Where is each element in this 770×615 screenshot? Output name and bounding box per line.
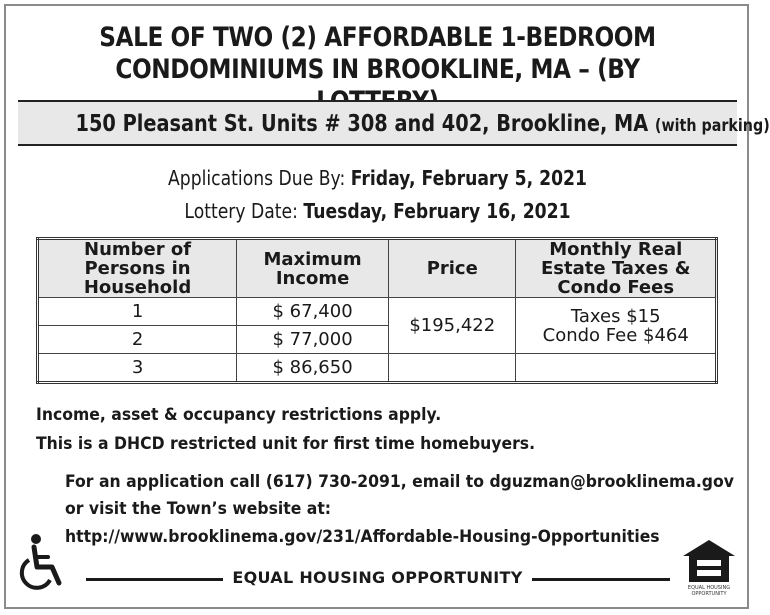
address-band	[18, 100, 770, 146]
address-text	[75, 111, 770, 139]
footer-rule-left	[86, 578, 223, 581]
title-line-2: CONDOMINIUMS IN BROOKLINE, MA – (BY	[115, 54, 640, 85]
income-cell: $ 77,000	[237, 326, 389, 354]
contact-line	[65, 472, 734, 492]
address-note: (with parking)	[654, 116, 770, 136]
header-persons: Number of Persons in Household	[38, 239, 237, 298]
dhcd-note: This is a DHCD restricted unit for first time homebuyers.	[36, 434, 536, 454]
lottery-date-value: Tuesday, February 16, 2021	[303, 199, 571, 223]
fees-cell	[516, 298, 717, 354]
taxes-value: Taxes $15	[570, 305, 661, 327]
equal-housing-logo-caption	[676, 585, 742, 597]
applications-date: Friday, February 5, 2021	[350, 166, 587, 190]
condo-fee-value: Condo Fee $464	[542, 324, 689, 346]
footer-rule-right	[532, 578, 670, 581]
equal-housing-logo-icon	[681, 538, 737, 584]
logo-caption-line-2: OPPORTUNITY	[691, 591, 727, 597]
header-price: Price	[389, 239, 516, 298]
wheelchair-icon	[16, 533, 72, 591]
applications-due	[53, 166, 702, 190]
unit-table	[36, 237, 718, 384]
contact-text[interactable]: For an application call (617) 730-2091, email to dguzman@brooklinema.gov	[65, 472, 734, 492]
header-income: Maximum Income	[237, 239, 389, 298]
lottery-date	[53, 199, 702, 223]
table-header-row	[38, 239, 717, 298]
address-main: 150 Pleasant St. Units # 308 and 402, Brookline, MA	[75, 111, 649, 137]
lottery-label: Lottery Date:	[184, 199, 298, 223]
restrictions-note: Income, asset & occupancy restrictions apply.	[36, 405, 442, 425]
title-line-1: SALE OF TWO (2) AFFORDABLE 1-BEDROOM	[99, 22, 656, 53]
applications-label: Applications Due By:	[168, 166, 346, 190]
price-cell-empty	[389, 354, 516, 383]
persons-cell: 3	[38, 354, 237, 383]
price-cell: $195,422	[389, 298, 516, 354]
income-cell: $ 86,650	[237, 354, 389, 383]
table-row	[38, 298, 717, 326]
persons-cell: 2	[38, 326, 237, 354]
fees-cell-empty	[516, 354, 717, 383]
income-cell: $ 67,400	[237, 298, 389, 326]
logo-caption-line-1: EQUAL HOUSING	[687, 585, 731, 591]
website-link[interactable]: http://www.brooklinema.gov/231/Affordable-Housing-Opportunities	[65, 527, 660, 547]
website-intro: or visit the Town’s website at:	[65, 499, 332, 519]
header-fees: Monthly Real Estate Taxes & Condo Fees	[516, 239, 717, 298]
persons-cell: 1	[38, 298, 237, 326]
equal-housing-text: EQUAL HOUSING OPPORTUNITY	[232, 568, 523, 587]
table-row	[38, 354, 717, 383]
